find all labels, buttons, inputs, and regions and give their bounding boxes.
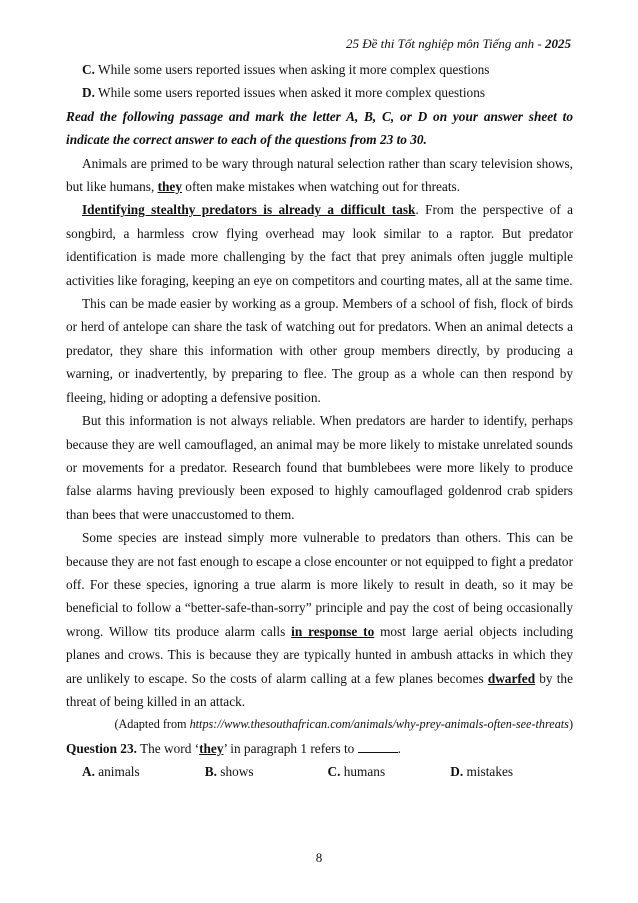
citation-suffix: ) <box>568 717 573 732</box>
paragraph-2 <box>66 198 573 292</box>
underlined-phrase-in-response-to: in response to <box>291 623 375 639</box>
citation-url: https://www.thesouthafrican.com/animals/why-prey-animals-often-see-threats <box>189 717 569 732</box>
source-citation <box>66 713 573 736</box>
running-header <box>346 35 571 53</box>
question-text: The word ‘ <box>136 740 200 756</box>
option-letter: A. <box>82 764 95 780</box>
question-word: they <box>199 740 224 756</box>
reading-instruction: Read the following passage and mark the letter A, B, C, or D on your answer sheet to indicate the correct answer to each of the questions from 23 to 30. <box>66 108 573 148</box>
option-d <box>450 760 573 783</box>
question-label: Question 23. <box>66 740 137 756</box>
citation-prefix: (Adapted from <box>114 717 190 732</box>
underlined-word-they: they <box>157 179 182 195</box>
series-title: 25 Đề thi Tốt nghiệp môn Tiếng anh <box>346 36 535 51</box>
header-separator: - <box>534 36 545 51</box>
paragraph-text: by the threat of being killed in an attack. <box>66 670 573 709</box>
option-text: While some users reported issues when asked it more complex questions <box>94 85 486 101</box>
paragraph-5 <box>66 526 573 713</box>
option-letter: C. <box>82 62 95 77</box>
question-end: . <box>397 740 401 756</box>
paragraph-text: . From the perspective of a songbird, a harmless crow flying overhead may look similar to a raptor. But predator identification is made more challenging by the fact that prey animals often juggle multiple activities like foraging, keeping an eye on competitors and courting mates, all at the same time. <box>66 202 573 288</box>
underlined-sentence: Identifying stealthy predators is already a difficult task <box>82 202 416 218</box>
question-text: ’ in paragraph 1 refers to <box>223 740 358 756</box>
option-a <box>82 760 205 783</box>
paragraph-text: most large aerial objects including planes and crows. This is because they are typically hunted in ambush attacks in which they are unlikely to escape. So the costs of alarm calling at a few planes becomes <box>66 623 574 686</box>
page-number: 8 <box>315 850 323 865</box>
option-letter: D. <box>82 85 95 101</box>
paragraph-3: This can be made easier by working as a group. Members of a school of fish, flock of birds or herd of antelope can share the task of watching out for predators. When an animal detects a predator, they share this information with other group members directly, by producing a warning, or inadvertently, by preparing to flee. The group as a whole can then respond by fleeing, hiding or adopting a defensive position. <box>66 296 573 405</box>
document-body <box>66 58 573 784</box>
option-c <box>328 760 451 783</box>
question-23 <box>66 737 573 760</box>
header-year: 2025 <box>545 36 571 51</box>
previous-option-c <box>66 58 573 81</box>
option-text: mistakes <box>463 764 514 780</box>
underlined-word-dwarfed: dwarfed <box>487 670 536 686</box>
paragraph-4: But this information is not always reliable. When predators are harder to identify, perhaps because they are well camouflaged, an animal may be more likely to mistake unrelated sounds or movements for a predator. Research found that bumblebees were more likely to produce false alarms having previously been exposed to highly camouflaged goldenrod crab spiders than bees that were unaccustomed to them. <box>66 413 573 522</box>
option-text: humans <box>340 764 386 780</box>
option-text: animals <box>94 764 140 780</box>
paragraph-text: often make mistakes when watching out for threats. <box>181 179 461 195</box>
option-text: While some users reported issues when asking it more complex questions <box>94 62 490 77</box>
paragraph-1 <box>66 152 573 199</box>
option-letter: B. <box>204 764 217 780</box>
option-letter: D. <box>450 764 464 780</box>
previous-option-d <box>66 81 573 104</box>
option-b <box>205 760 328 783</box>
answer-options <box>66 760 573 783</box>
option-text: shows <box>216 764 254 780</box>
answer-blank <box>358 738 398 753</box>
paragraph-text: Some species are instead simply more vulnerable to predators than others. This can be because they are not fast enough to escape a close encounter or not equipped to fight a predator off. For these species, ignoring a true alarm is more likely to result in death, so it may be beneficial to follow a “better-safe-than-sorry” principle and pay the cost of being occasionally wrong. Willow tits produce alarm calls <box>66 530 573 639</box>
option-letter: C. <box>327 764 341 780</box>
paragraph-text: Animals are primed to be wary through natural selection rather than scary television shows, but like humans, <box>66 155 573 195</box>
